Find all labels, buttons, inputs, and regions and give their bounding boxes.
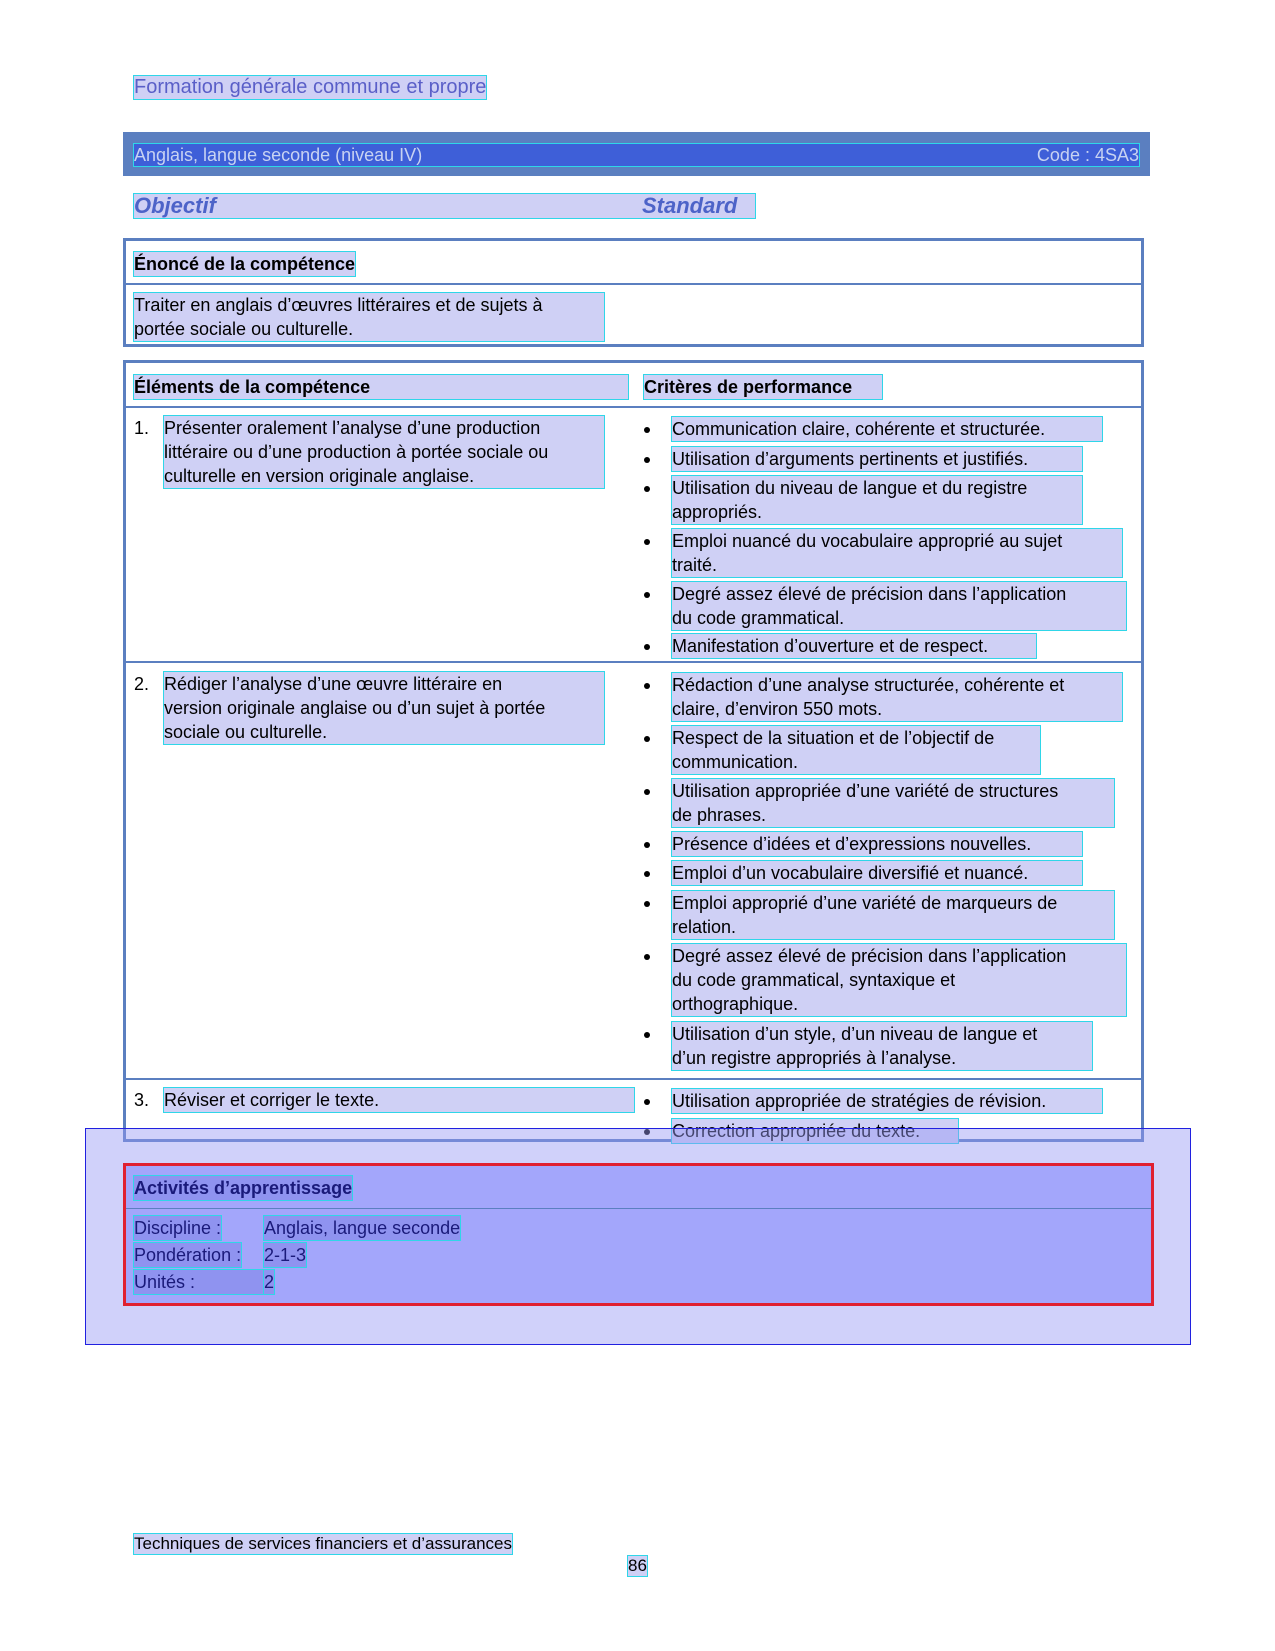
bullet-icon [644, 736, 650, 742]
element-text: Rédiger l’analyse d’une œuvre littéraire en version originale anglaise ou d’un sujet à portée sociale ou culturelle. [164, 672, 604, 744]
unites-value: 2 [264, 1272, 275, 1292]
bullet-icon [644, 683, 650, 689]
criterion-text: Utilisation appropriée de stratégies de révision. [672, 1089, 1102, 1113]
activities-title: Activités d’apprentissage [134, 1178, 353, 1198]
ponderation-label: Pondération : [134, 1245, 242, 1265]
bullet-icon [644, 486, 650, 492]
bullet-icon [644, 871, 650, 877]
divider [126, 1208, 1151, 1209]
element-number: 3. [134, 1090, 150, 1110]
criterion-text: Degré assez élevé de précision dans l’application du code grammatical. [672, 582, 1126, 630]
criterion-text: Correction appropriée du texte. [672, 1119, 958, 1143]
page-number: 86 [628, 1556, 647, 1575]
divider [126, 1078, 1141, 1080]
course-title: Anglais, langue seconde (niveau IV) [134, 145, 423, 165]
criterion-text: Respect de la situation et de l’objectif de communication. [672, 726, 1040, 774]
divider [126, 661, 1141, 663]
course-code: Code : 4SA3 [1036, 145, 1139, 165]
discipline-value: Anglais, langue seconde [264, 1218, 461, 1238]
course-header-inner [134, 144, 1139, 166]
criterion-text: Utilisation appropriée d’une variété de structures de phrases. [672, 779, 1114, 827]
criterion-text: Communication claire, cohérente et structurée. [672, 417, 1102, 441]
criterion-text: Présence d’idées et d’expressions nouvelles. [672, 832, 1082, 856]
unites-label: Unités : [134, 1270, 264, 1294]
criterion-text: Utilisation d’arguments pertinents et justifiés. [672, 447, 1082, 471]
criterion-text: Utilisation d’un style, d’un niveau de langue et d’un registre appropriés à l’analyse. [672, 1022, 1092, 1070]
bullet-icon [644, 901, 650, 907]
criterion-text: Utilisation du niveau de langue et du registre appropriés. [672, 476, 1082, 524]
element-text: Réviser et corriger le texte. [164, 1088, 634, 1112]
criteres-header: Critères de performance [644, 375, 882, 399]
criterion-text: Rédaction d’une analyse structurée, cohérente et claire, d’environ 550 mots. [672, 673, 1122, 721]
bullet-icon [644, 592, 650, 598]
bullet-icon [644, 789, 650, 795]
bullet-icon [644, 539, 650, 545]
bullet-icon [644, 1099, 650, 1105]
objective-row [134, 194, 755, 218]
bullet-icon [644, 1032, 650, 1038]
footer-program: Techniques de services financiers et d’assurances [134, 1534, 512, 1553]
element-number: 1. [134, 418, 150, 438]
activities-box [123, 1163, 1154, 1306]
discipline-label: Discipline : [134, 1218, 222, 1238]
competence-table [123, 360, 1144, 1142]
course-header-band [123, 132, 1150, 176]
ponderation-value: 2-1-3 [264, 1245, 307, 1265]
bullet-icon [644, 842, 650, 848]
criterion-text: Emploi nuancé du vocabulaire approprié au sujet traité. [672, 529, 1122, 577]
criterion-text: Emploi d’un vocabulaire diversifié et nuancé. [672, 861, 1082, 885]
enonce-text: Traiter en anglais d’œuvres littéraires et de sujets à portée sociale ou culturelle. [134, 293, 604, 341]
criterion-text: Emploi approprié d’une variété de marqueurs de relation. [672, 891, 1114, 939]
divider [126, 283, 1141, 285]
criterion-text: Manifestation d’ouverture et de respect. [672, 634, 1036, 658]
element-number: 2. [134, 674, 150, 694]
element-text: Présenter oralement l’analyse d’une production littéraire ou d’une production à portée sociale ou culturelle en version originale anglaise. [164, 416, 604, 488]
criterion-text: Degré assez élevé de précision dans l’application du code grammatical, syntaxique et orthographique. [672, 944, 1126, 1016]
bullet-icon [644, 954, 650, 960]
enonce-box [123, 238, 1144, 347]
elements-header: Éléments de la compétence [134, 375, 628, 399]
objective-label: Objectif [134, 193, 216, 218]
document-section-title: Formation générale commune et propre [134, 76, 487, 98]
bullet-icon [644, 457, 650, 463]
standard-label: Standard [642, 193, 738, 218]
divider [126, 406, 1141, 408]
enonce-title: Énoncé de la compétence [134, 254, 356, 274]
bullet-icon [644, 644, 650, 650]
bullet-icon [644, 427, 650, 433]
